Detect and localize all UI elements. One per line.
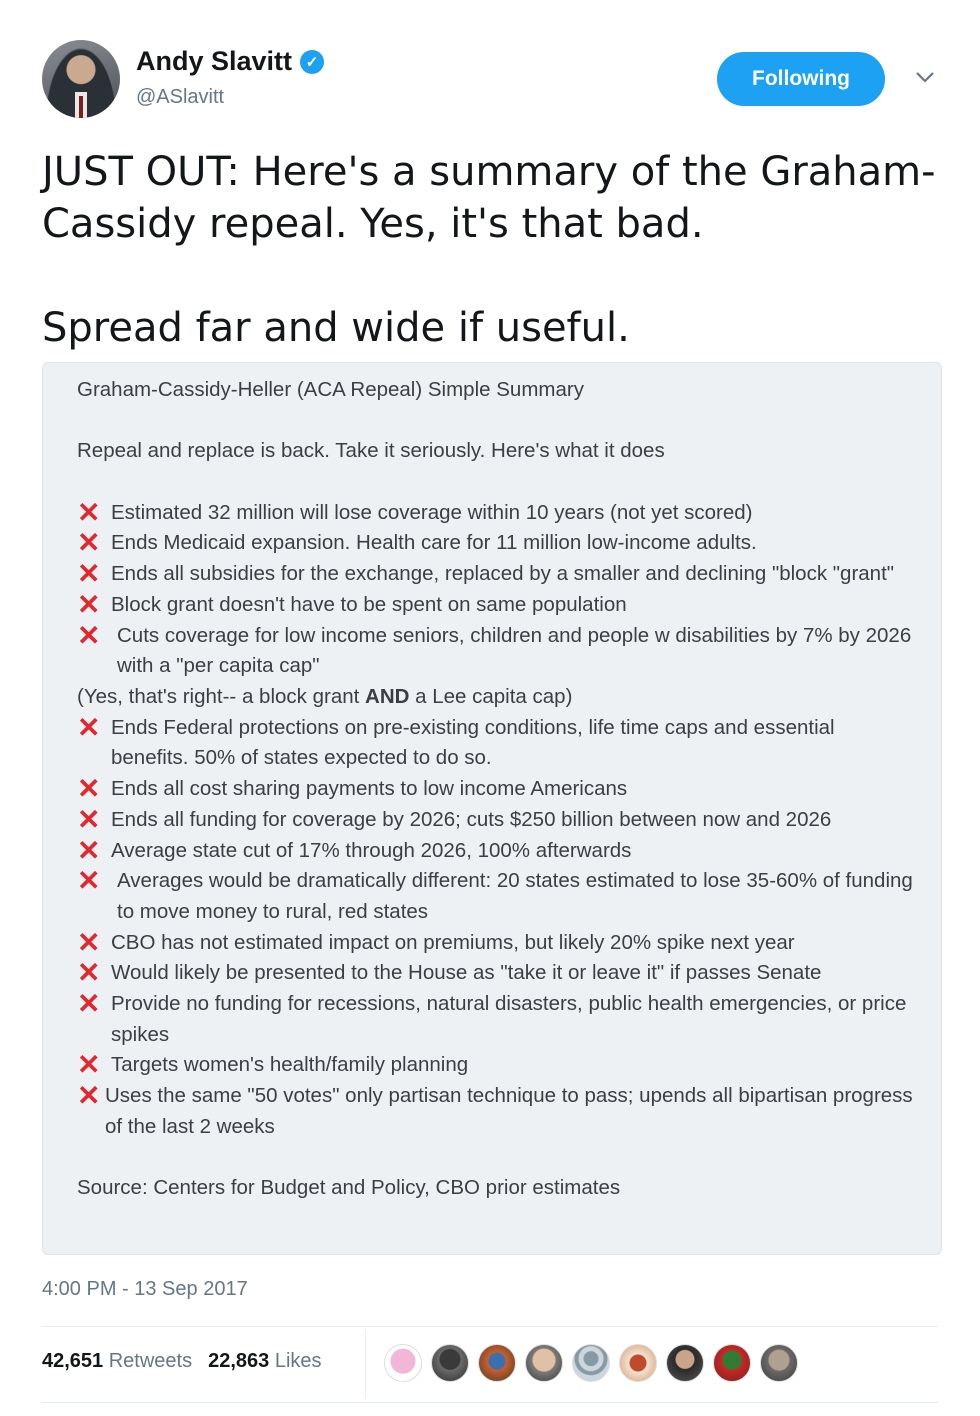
list-item: ✕ Ends Federal protections on pre-existing conditions, life time caps and essential benefits. 50% of states expected to do so.	[77, 711, 835, 770]
list-item: ✕ Ends Medicaid expansion. Health care for 11 million low-income adults.	[77, 527, 757, 559]
cross-icon: ✕	[77, 834, 101, 866]
tweet-timestamp[interactable]: 4:00 PM - 13 Sep 2017	[42, 1278, 248, 1300]
list-item: ✕ Averages would be dramatically different: 20 states estimated to lose 35-60% of funding to move money to rural, red states	[77, 865, 913, 923]
cross-icon: ✕	[77, 803, 101, 835]
liker-avatar[interactable]	[619, 1344, 657, 1382]
liker-avatar[interactable]	[572, 1344, 610, 1382]
likes-stat[interactable]: 22,863 Likes	[208, 1350, 322, 1372]
list-item: ✕ Cuts coverage for low income seniors, children and people w disabilities by 7% by 2026 with a "per capita cap"	[77, 619, 912, 678]
verified-icon: ✓	[300, 50, 324, 74]
tweet-stats	[42, 1350, 338, 1373]
tweet-text	[42, 146, 942, 354]
name-row	[136, 46, 324, 77]
chevron-down-icon[interactable]	[914, 66, 936, 88]
list-item: ✕ CBO has not estimated impact on premiums, but likely 20% spike next year	[77, 926, 795, 958]
divider	[42, 1326, 938, 1327]
list-item: ✕ Ends all cost sharing payments to low income Americans	[77, 773, 628, 805]
tweet-paragraph: Spread far and wide if useful.	[42, 305, 630, 351]
cross-icon: ✕	[77, 957, 101, 989]
cross-icon: ✕	[77, 711, 101, 743]
tweet-paragraph: JUST OUT: Here's a summary of the Graham-Cassidy repeal. Yes, it's that bad.	[42, 149, 936, 247]
cross-icon: ✕	[77, 558, 101, 590]
cross-icon: ✕	[77, 496, 101, 528]
attached-image-card[interactable]	[42, 362, 942, 1255]
list-item: ✕ Estimated 32 million will lose coverage within 10 years (not yet scored)	[77, 496, 753, 528]
display-name[interactable]: Andy Slavitt	[136, 46, 293, 76]
summary-note: (Yes, that's right-- a block grant AND a Lee capita cap)	[77, 685, 573, 708]
divider	[42, 1402, 938, 1403]
summary-content	[77, 375, 917, 1204]
cross-icon: ✕	[77, 588, 101, 620]
cross-icon: ✕	[77, 926, 101, 958]
liker-avatar[interactable]	[760, 1344, 798, 1382]
user-handle[interactable]: @ASlavitt	[136, 86, 225, 108]
summary-source: Source: Centers for Budget and Policy, CBO prior estimates	[77, 1176, 621, 1200]
list-item: ✕ Ends all funding for coverage by 2026; cuts $250 billion between now and 2026	[77, 803, 832, 835]
liker-avatar[interactable]	[384, 1344, 422, 1382]
following-button[interactable]: Following	[717, 52, 885, 106]
avatar[interactable]	[42, 40, 120, 118]
cross-icon: ✕	[77, 865, 101, 897]
liker-avatar[interactable]	[666, 1344, 704, 1382]
liker-avatars	[384, 1344, 807, 1382]
cross-icon: ✕	[77, 773, 101, 805]
summary-title: Graham-Cassidy-Heller (ACA Repeal) Simple Summary	[77, 378, 584, 401]
avatar-tie	[79, 96, 83, 118]
list-item: ✕ Would likely be presented to the House as "take it or leave it" if passes Senate	[77, 957, 822, 989]
cross-icon: ✕	[77, 527, 101, 559]
liker-avatar[interactable]	[478, 1344, 516, 1382]
cross-icon: ✕	[77, 988, 101, 1020]
list-item: ✕ Ends all subsidies for the exchange, replaced by a smaller and declining "block "grant"	[77, 558, 895, 590]
tweet-header	[42, 40, 942, 120]
list-item: ✕ Block grant doesn't have to be spent on same population	[77, 588, 627, 620]
retweets-stat[interactable]: 42,651 Retweets	[42, 1350, 193, 1372]
list-item: ✕ Average state cut of 17% through 2026, 100% afterwards	[77, 834, 632, 866]
liker-avatar[interactable]	[525, 1344, 563, 1382]
list-item: ✕ Targets women's health/family planning	[77, 1049, 469, 1081]
cross-icon: ✕	[77, 1049, 101, 1081]
liker-avatar[interactable]	[713, 1344, 751, 1382]
liker-avatar[interactable]	[431, 1344, 469, 1382]
list-item: ✕ Provide no funding for recessions, natural disasters, public health emergencies, or price spikes	[77, 988, 907, 1046]
summary-intro: Repeal and replace is back. Take it seriously. Here's what it does	[77, 439, 665, 463]
cross-icon: ✕	[77, 619, 101, 651]
stats-separator	[365, 1330, 366, 1398]
list-item: ✕ Uses the same "50 votes" only partisan technique to pass; upends all bipartisan progress of the last 2 weeks	[77, 1080, 913, 1138]
cross-icon: ✕	[77, 1080, 101, 1112]
